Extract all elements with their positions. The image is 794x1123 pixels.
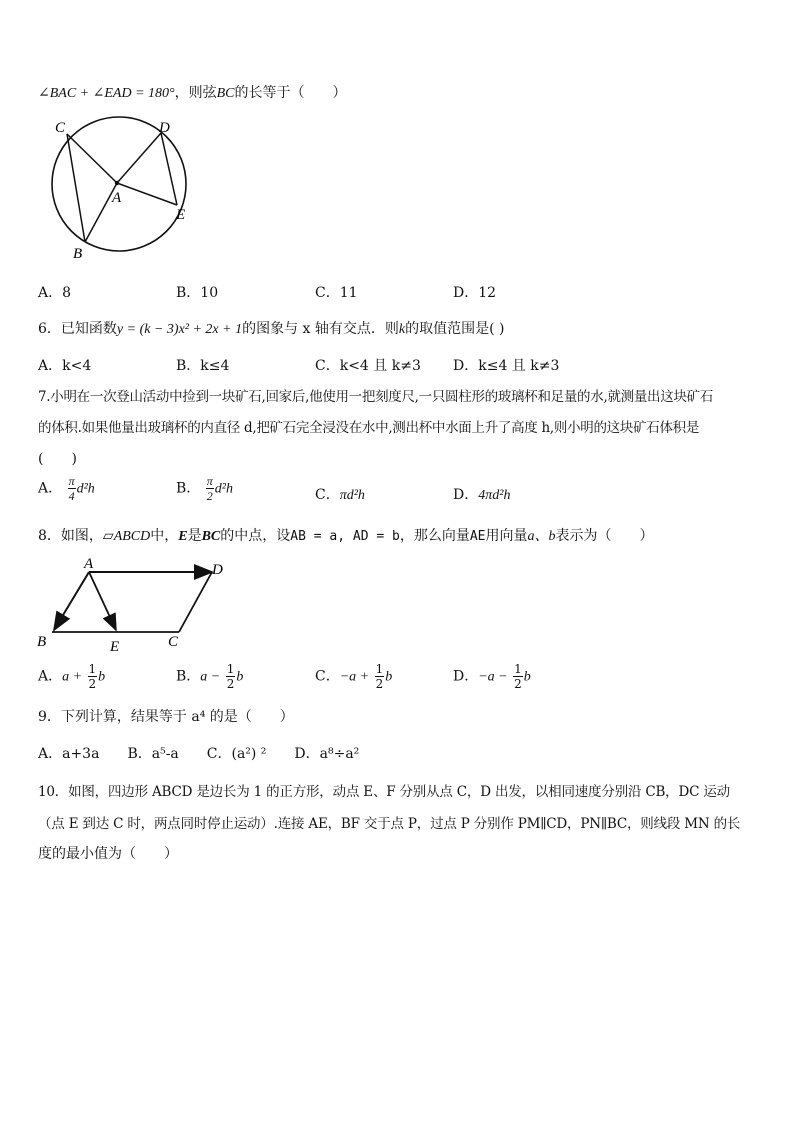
option-text: k<4 且 k≠3 (339, 358, 421, 374)
q5-circle-figure (40, 112, 200, 262)
option-letter: D． (453, 285, 479, 301)
option-text: a − (200, 669, 221, 685)
fraction (206, 474, 214, 503)
q8-text: 是 (187, 528, 202, 544)
q5-label-d: D (159, 120, 170, 136)
option-letter: B． (176, 668, 201, 685)
option-letter: A． (38, 285, 63, 301)
q8-point-e: E (178, 529, 188, 544)
q8-segment-bc: BC (201, 529, 221, 544)
q8-vector-defs: AB = a, AD = b (290, 529, 400, 544)
q8-label-e: E (110, 639, 120, 654)
q7-option-c[interactable] (315, 484, 365, 504)
option-letter: B． (176, 358, 201, 374)
q6-formula: y = (k − 3)x² + 2x + 1 (116, 322, 243, 337)
option-text: 10 (200, 285, 219, 301)
option-letter: C． (315, 285, 340, 301)
q10-line3: 度的最小值为（ ） (38, 846, 178, 862)
q7-line1: 7.小明在一次登山活动中捡到一块矿石,回家后,他使用一把刻度尺,一只圆柱形的玻璃杯和足量的水,就测量出这块矿石 (38, 389, 714, 405)
q8-text: 用向量 (485, 528, 528, 544)
option-text: b (236, 669, 244, 685)
option-text: 12 (478, 285, 497, 301)
option-letter: C． (315, 487, 340, 503)
q7-line3: ( ) (38, 451, 77, 467)
q8-option-c[interactable] (315, 662, 392, 691)
option-letter: D． (453, 668, 479, 685)
option-text: b (523, 669, 531, 685)
q8-option-a[interactable] (38, 662, 105, 691)
option-text: k<4 (62, 358, 92, 374)
q8-vector-ae: AE (469, 529, 486, 544)
fraction-numerator: 1 (88, 662, 97, 676)
q6-suffix: 的图象与 x 轴有交点．则 (242, 321, 399, 337)
option-text: −a − (478, 669, 508, 685)
option-letter: C． (315, 358, 340, 374)
q8-text: 的中点，设 (220, 528, 291, 544)
q5-stem-text: ，则弦 (174, 85, 217, 101)
option-letter: A． (38, 480, 63, 497)
option-letter: B． (176, 285, 201, 301)
q8-label-a: A (84, 556, 94, 572)
option-text: b (98, 669, 106, 685)
q8-stem (38, 525, 654, 545)
option-text: k≤4 (200, 358, 230, 374)
option-text: −a + (339, 669, 370, 685)
option-text: πd²h (339, 488, 365, 503)
q5-option-d[interactable] (453, 282, 496, 302)
q6-option-b[interactable] (176, 355, 229, 375)
fraction (88, 662, 98, 691)
q9-options[interactable]: A．a+3a B．a⁵-a C．(a²) ² D．a⁸÷a² (38, 746, 360, 762)
fraction-denominator: 2 (514, 677, 522, 691)
q9-stem: 9．下列计算，结果等于 a⁴ 的是（ ） (38, 709, 294, 725)
q5-label-b: B (73, 246, 83, 262)
q8-parallelogram: ▱ABCD (102, 529, 151, 544)
q5-stem-tail: 的长等于（ ） (234, 85, 347, 101)
fraction-numerator: π (206, 474, 213, 488)
q10-line2: （点 E 到达 C 时，两点同时停止运动）.连接 AE，BF 交于点 P，过点 P 分别作 PM∥CD，PN∥BC，则线段 MN 的长 (38, 816, 741, 832)
q6-var: k (398, 322, 406, 337)
q8-option-d[interactable] (453, 662, 531, 691)
q6-option-d[interactable] (453, 355, 559, 375)
option-letter: B． (176, 480, 201, 497)
q8-vectors-ab: a、b (527, 529, 556, 544)
q5-chord-var: BC (216, 86, 235, 101)
option-text: 4πd²h (478, 488, 511, 503)
q8-parallelogram-figure (34, 554, 244, 654)
q5-option-b[interactable] (176, 282, 218, 302)
fraction (375, 662, 385, 691)
q5-stem (38, 82, 347, 102)
q7-option-a[interactable] (38, 474, 95, 503)
q10-line1: 10．如图，四边形 ABCD 是边长为 1 的正方形，动点 E、F 分别从点 C，D 出发，以相同速度分别沿 CB，DC 运动 (38, 784, 730, 800)
option-letter: D． (453, 358, 479, 374)
q5-label-e: E (176, 207, 186, 223)
q8-label-c: C (168, 634, 179, 650)
fraction-numerator: 1 (375, 662, 384, 676)
option-letter: A． (38, 668, 63, 685)
fraction-denominator: 4 (68, 489, 75, 503)
q8-prefix: 8．如图， (38, 528, 103, 544)
option-text: k≤4 且 k≠3 (478, 358, 560, 374)
q5-option-a[interactable] (38, 282, 71, 302)
q5-label-a: A (112, 190, 122, 206)
fraction-denominator: 2 (226, 677, 235, 691)
option-letter: A． (38, 358, 63, 374)
option-text: d²h (214, 481, 233, 497)
option-text: d²h (76, 481, 95, 497)
fraction-denominator: 2 (206, 489, 213, 503)
q5-center-point (115, 181, 119, 185)
q6-prefix: 6．已知函数 (38, 321, 117, 337)
fraction-denominator: 2 (375, 677, 384, 691)
fraction (513, 662, 523, 691)
q8-label-d: D (212, 562, 223, 578)
q5-option-c[interactable] (315, 282, 358, 302)
q5-angle-condition: ∠BAC + ∠EAD = 180° (38, 86, 175, 101)
fraction-numerator: π (68, 474, 75, 488)
option-text: b (385, 669, 393, 685)
q7-option-b[interactable] (176, 474, 233, 503)
fraction (68, 474, 76, 503)
option-text: a + (62, 669, 83, 685)
q6-option-c[interactable] (315, 355, 421, 375)
q7-line2: 的体积.如果他量出玻璃杯的内直径 d,把矿石完全浸没在水中,测出杯中水面上升了高度 h,则小明的这块矿石体积是 (38, 420, 700, 436)
option-text: 11 (339, 285, 358, 301)
q6-tail: 的取值范围是( ) (405, 321, 505, 337)
option-letter: D． (453, 487, 479, 503)
q8-text: ，那么向量 (399, 528, 470, 544)
q6-stem (38, 318, 504, 338)
q7-option-d[interactable] (453, 484, 510, 504)
fraction (226, 662, 236, 691)
fraction-denominator: 2 (88, 677, 97, 691)
q8-label-b: B (37, 634, 47, 650)
q5-label-c: C (55, 120, 66, 136)
q8-text: 中， (150, 528, 179, 544)
option-letter: C． (315, 668, 340, 685)
fraction-numerator: 1 (226, 662, 235, 676)
option-text: 8 (62, 285, 72, 301)
fraction-numerator: 1 (514, 662, 522, 676)
q8-option-b[interactable] (176, 662, 243, 691)
q6-option-a[interactable] (38, 355, 91, 375)
q8-tail: 表示为（ ） (555, 528, 654, 544)
